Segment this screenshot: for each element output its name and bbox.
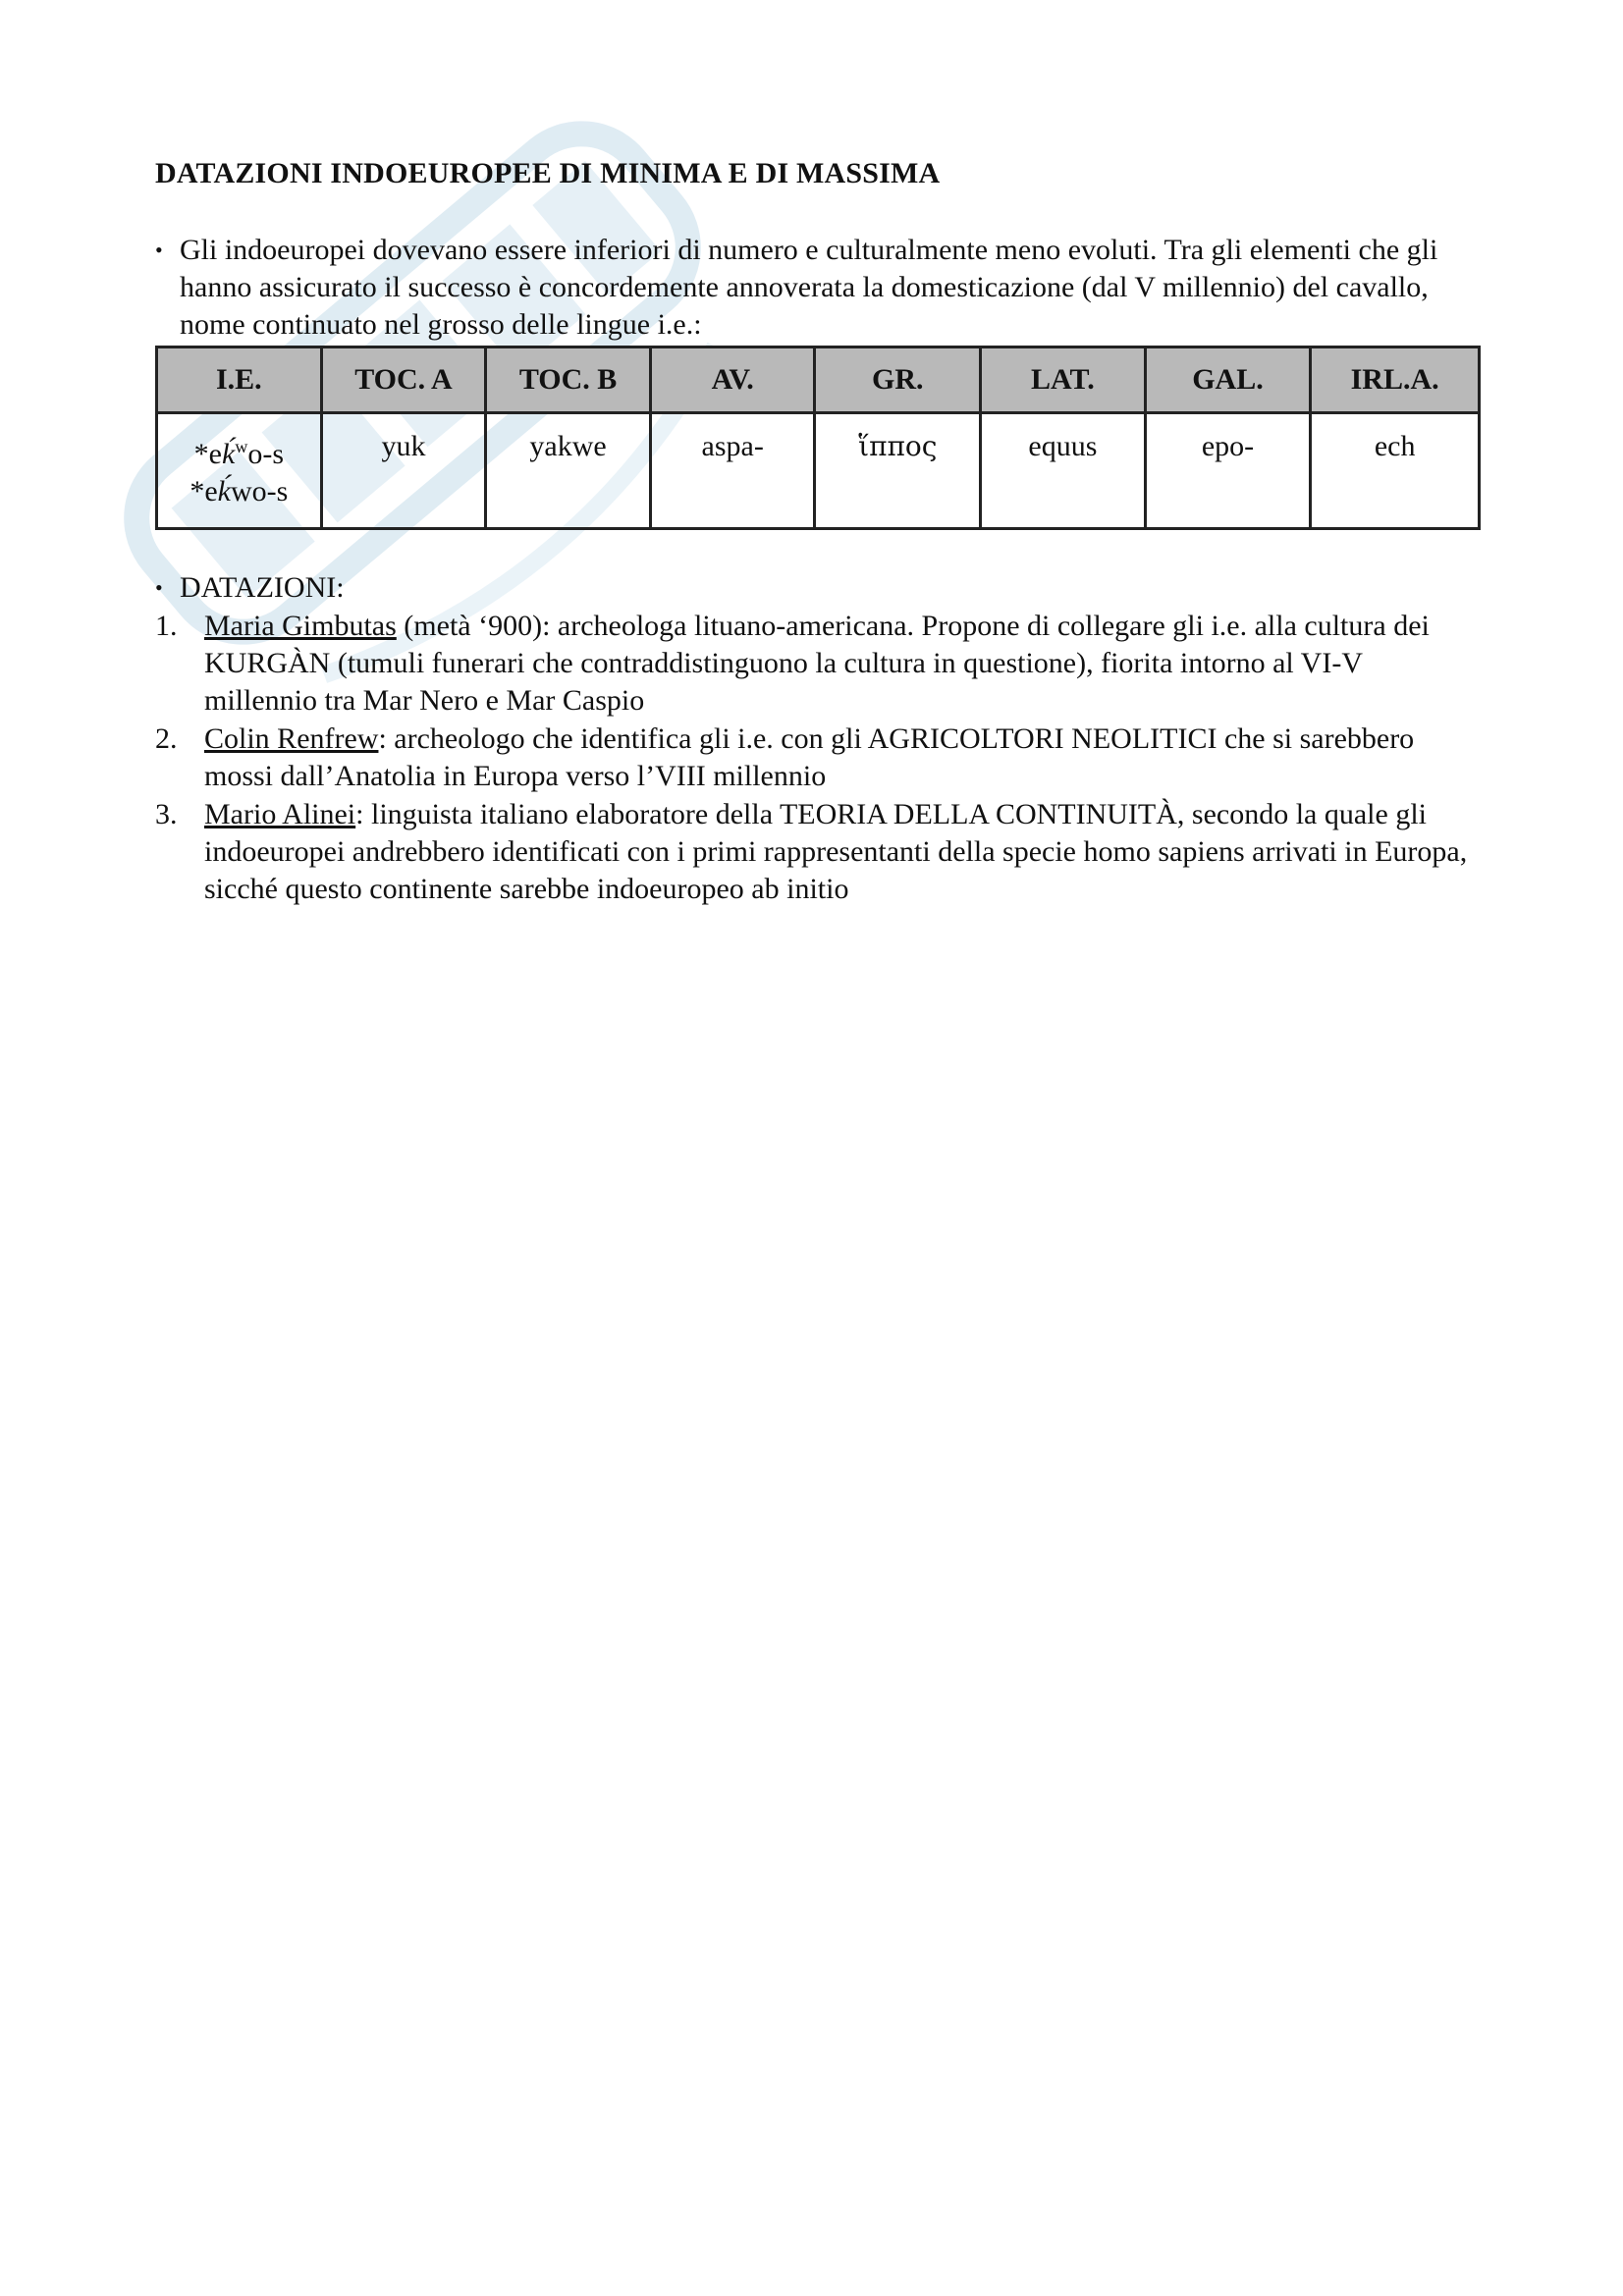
scholar-name: Mario Alinei — [204, 798, 356, 830]
header-lat: LAT. — [981, 347, 1146, 413]
intro-paragraph — [155, 232, 1481, 344]
cell-ie — [157, 413, 322, 529]
table-row — [157, 413, 1480, 529]
header-ie: I.E. — [157, 347, 322, 413]
cell-av: aspa- — [650, 413, 815, 529]
theory-text: : archeologo che identifica gli i.e. con gli AGRICOLTORI NEOLITICI che si sarebbero mossi dall’Anatolia in Europa verso l’VIII millennio — [204, 722, 1415, 792]
header-toc-b: TOC. B — [486, 347, 651, 413]
cell-gr: ἵππος — [815, 413, 981, 529]
datazioni-label: DATAZIONI: — [180, 571, 345, 604]
list-number: 2. — [155, 722, 178, 755]
bullet-icon: • — [155, 238, 163, 262]
header-gr: GR. — [815, 347, 981, 413]
table-header-row — [157, 347, 1480, 413]
ie-form-1: *eḱ$^w$o-s — [193, 437, 284, 470]
cell-lat: equus — [981, 413, 1146, 529]
cell-toc-b: yakwe — [486, 413, 651, 529]
theories-list — [155, 608, 1481, 908]
ie-form-2: *eḱwo-s — [189, 475, 289, 507]
list-item — [155, 608, 1481, 720]
cell-gal: epo- — [1145, 413, 1311, 529]
document-page — [155, 157, 1481, 908]
bullet-icon: • — [155, 575, 163, 600]
list-item — [155, 796, 1481, 908]
cell-irl: ech — [1311, 413, 1480, 529]
scholar-name: Colin Renfrew — [204, 722, 379, 755]
theory-text: : linguista italiano elaboratore della TEORIA DELLA CONTINUITÀ, secondo la quale gli indoeuropei andrebbero identificati con i primi rappresentanti della specie homo sapiens arrivati in Europa, sicché questo continente sarebbe indoeuropeo ab initio — [204, 798, 1468, 905]
list-item — [155, 721, 1481, 795]
document-title: DATAZIONI INDOEUROPEE DI MINIMA E DI MASSIMA — [155, 157, 941, 189]
scholar-name: Maria Gimbutas — [204, 610, 397, 642]
header-irl: IRL.A. — [1311, 347, 1480, 413]
list-number: 3. — [155, 798, 178, 830]
intro-text: Gli indoeuropei dovevano essere inferiori di numero e culturalmente meno evoluti. Tra gli elementi che gli hanno assicurato il successo è concordemente annoverata la domesticazione (dal V millennio) del cavallo, nome continuato nel grosso delle lingue i.e.: — [180, 234, 1438, 341]
header-gal: GAL. — [1145, 347, 1311, 413]
horse-names-table — [155, 346, 1481, 530]
cell-toc-a: yuk — [321, 413, 486, 529]
theory-text: (metà ‘900): archeologa lituano-americana. Propone di collegare gli i.e. alla cultura dei KURGÀN (tumuli funerari che contraddistinguono la cultura in questione), fiorita intorno al VI-V millennio tra Mar Nero e Mar Caspio — [204, 610, 1430, 717]
header-toc-a: TOC. A — [321, 347, 486, 413]
datazioni-heading — [155, 569, 1481, 607]
header-av: AV. — [650, 347, 815, 413]
list-number: 1. — [155, 610, 178, 642]
